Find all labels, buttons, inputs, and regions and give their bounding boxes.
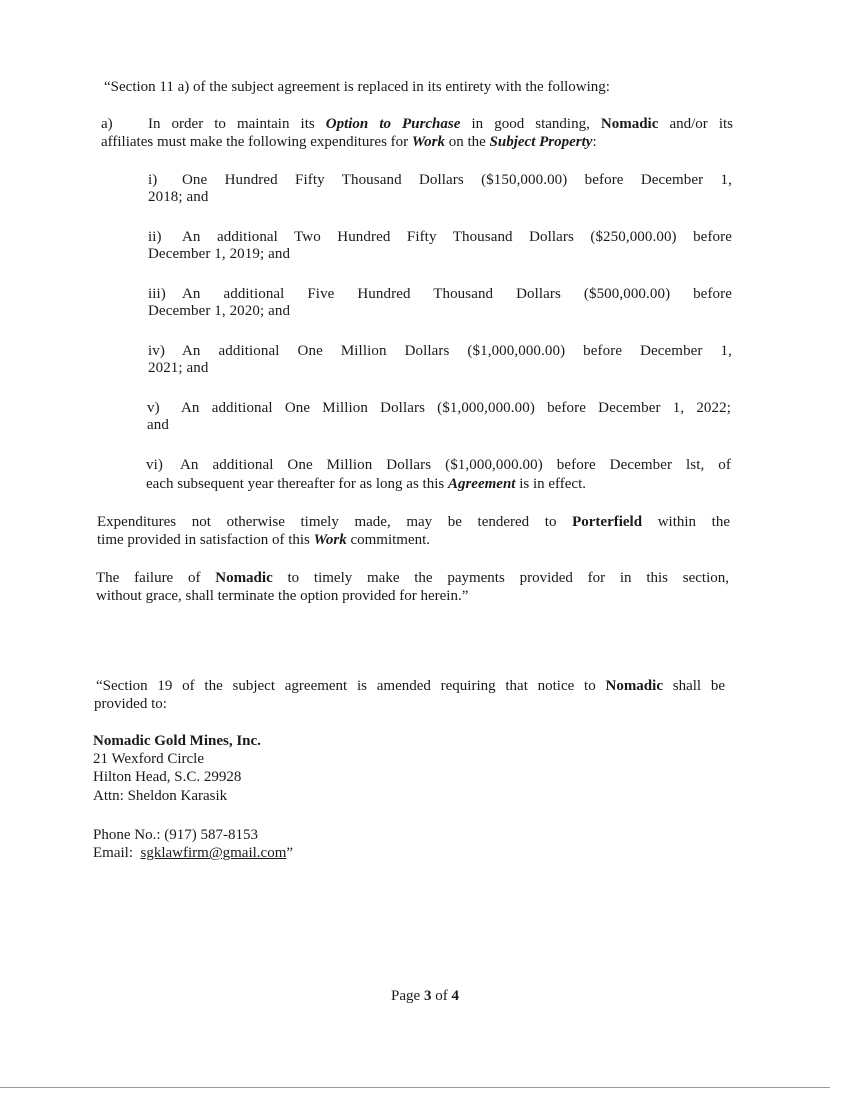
section11-a-line1: a) In order to maintain its Option to Purchase in good standing, Nomadic and/or its <box>101 116 734 132</box>
list-item: v) An additional One Million Dollars ($1,000,000.00) before December 1, 2022; <box>147 400 731 416</box>
list-item: iii) An additional Five Hundred Thousand Dollars ($500,000.00) before <box>148 286 732 302</box>
item-marker: vi) <box>146 457 163 473</box>
section11-intro: “Section 11 a) of the subject agreement is replaced in its entirety with the following: <box>104 79 610 95</box>
address-city: Hilton Head, S.C. 29928 <box>93 769 242 785</box>
email-link[interactable]: sgklawfirm@gmail.com <box>140 845 287 861</box>
item-marker: iv) <box>148 343 165 359</box>
list-item-continuation: 2018; and <box>148 189 209 205</box>
scan-edge-line <box>0 1087 830 1088</box>
defined-term: Work <box>313 532 347 548</box>
expenditures-paragraph-line1: Expenditures not otherwise timely made, may be tendered to Porterfield within the <box>97 514 730 530</box>
list-item-continuation: each subsequent year thereafter for as long as this Agreement is in effect. <box>146 476 587 492</box>
item-marker: iii) <box>148 286 166 302</box>
phone-number: Phone No.: (917) 587-8153 <box>93 827 258 843</box>
defined-term: Option to Purchase <box>325 116 461 132</box>
email-line: Email: sgklawfirm@gmail.com” <box>93 845 294 861</box>
list-item: vi) An additional One Million Dollars ($1,000,000.00) before December lst, of <box>146 457 731 473</box>
item-marker: a) <box>101 116 113 132</box>
list-item: i) One Hundred Fifty Thousand Dollars ($150,000.00) before December 1, <box>148 172 732 188</box>
list-item: iv) An additional One Million Dollars ($1,000,000.00) before December 1, <box>148 343 732 359</box>
party-name: Nomadic <box>605 678 663 694</box>
list-item-continuation: December 1, 2019; and <box>148 246 291 262</box>
list-item-continuation: 2021; and <box>148 360 209 376</box>
party-name: Porterfield <box>572 514 643 530</box>
list-item: ii) An additional Two Hundred Fifty Thousand Dollars ($250,000.00) before <box>148 229 732 245</box>
list-item-continuation: December 1, 2020; and <box>148 303 291 319</box>
failure-paragraph-line2: without grace, shall terminate the option provided for herein.” <box>96 588 469 604</box>
item-marker: i) <box>148 172 158 188</box>
party-name: Nomadic <box>215 570 273 586</box>
expenditures-paragraph-line2: time provided in satisfaction of this Work commitment. <box>97 532 431 548</box>
page-number: Page 3 of 4 <box>391 988 459 1004</box>
item-marker: ii) <box>148 229 162 245</box>
email-label: Email: <box>93 845 133 861</box>
failure-paragraph-line1: The failure of Nomadic to timely make the payments provided for in this section, <box>96 570 729 586</box>
party-name: Nomadic <box>600 116 659 132</box>
section19-line2: provided to: <box>94 696 167 712</box>
address-attn: Attn: Sheldon Karasik <box>93 788 228 804</box>
section11-a-line2: affiliates must make the following expenditures for Work on the Subject Property: <box>101 134 597 150</box>
address-street: 21 Wexford Circle <box>93 751 204 767</box>
company-name: Nomadic Gold Mines, Inc. <box>93 733 261 749</box>
item-marker: v) <box>147 400 160 416</box>
defined-term: Subject Property <box>489 134 593 150</box>
list-item-continuation: and <box>147 417 169 433</box>
defined-term: Agreement <box>447 476 516 492</box>
defined-term: Work <box>411 134 445 150</box>
section19-line1: “Section 19 of the subject agreement is amended requiring that notice to Nomadic shall be <box>96 678 725 694</box>
